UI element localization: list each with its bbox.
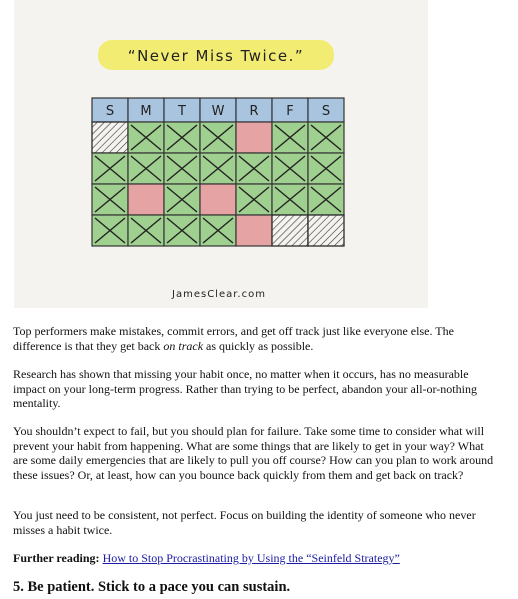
day-header-label: W — [211, 104, 225, 119]
never-miss-twice-illustration — [14, 0, 428, 308]
credit-text: JamesClear.com — [172, 289, 266, 300]
seinfeld-strategy-link[interactable]: How to Stop Procrastinating by Using the “Seinfeld Strategy” — [102, 551, 400, 565]
day-header-label: S — [321, 104, 331, 119]
day-header-label: S — [105, 104, 115, 119]
section-heading: 5. Be patient. Stick to a pace you can sustain. — [13, 579, 291, 595]
paragraph-2: Research has shown that missing your habit once, no matter when it occurs, has no measurable impact on your long-term progress. Rather than trying to be perfect, abandon your all-or-nothing mentality. — [13, 367, 477, 410]
paragraph-1-emphasis: on track — [163, 338, 204, 353]
paragraph-1 — [13, 324, 501, 353]
hatch-fill — [92, 122, 128, 153]
paragraph-1-text: Top performers make mistakes, commit errors, and get off track just like everyone else. The difference is that they get back — [13, 324, 454, 353]
further-reading-label: Further reading: — [13, 551, 100, 565]
day-header-label: T — [178, 104, 186, 119]
paragraph-3: You shouldn’t expect to fail, but you should plan for failure. Take some time to consider what will prevent your habit from happening. What are some things that are likely to get in your way? What are some daily emergencies that are likely to pull you off course? How can you plan to work around these issues? Or, at least, how can you bounce back quickly from them and get back on track? — [13, 424, 494, 482]
day-header-label: R — [249, 104, 259, 119]
missed-day-cell — [236, 122, 272, 153]
banner-text: “Never Miss Twice.” — [127, 47, 305, 65]
paragraph-1-text-end: as quickly as possible. — [203, 338, 314, 353]
hatch-fill — [272, 215, 308, 246]
hatch-fill — [308, 215, 344, 246]
calendar-grid — [92, 122, 344, 246]
missed-day-cell — [200, 184, 236, 215]
further-reading — [13, 551, 501, 566]
illustration-canvas — [14, 0, 428, 308]
paragraph-4: You just need to be consistent, not perfect. Focus on building the identity of someone who never misses a habit twice. — [13, 508, 476, 537]
day-header-label: M — [140, 104, 152, 119]
calendar-header-row — [92, 98, 344, 122]
day-header-label: F — [286, 104, 294, 119]
missed-day-cell — [236, 215, 272, 246]
missed-day-cell — [128, 184, 164, 215]
